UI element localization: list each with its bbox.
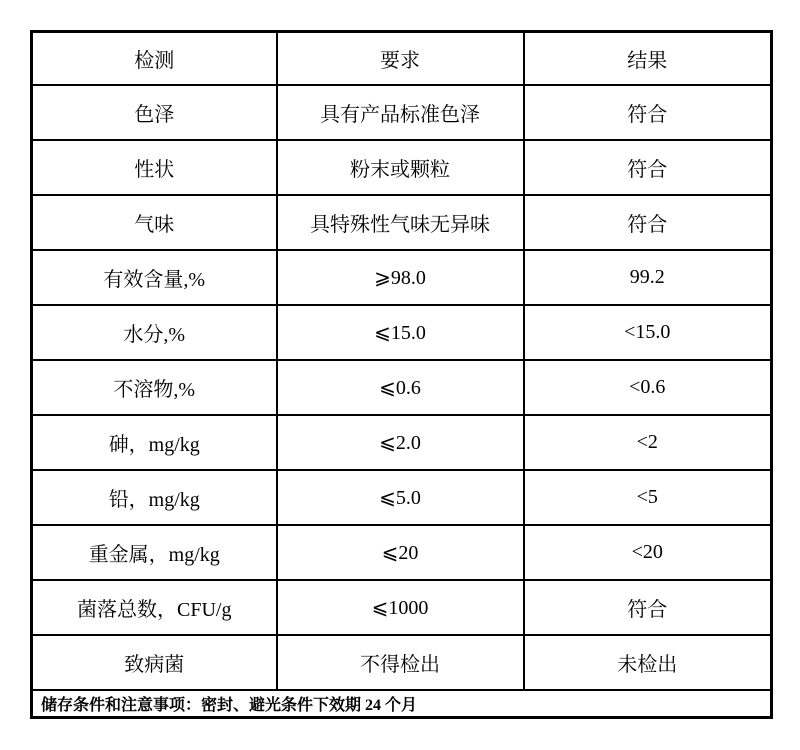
test-name-cell: 重金属，mg/kg [32, 525, 277, 580]
storage-note: 储存条件和注意事项：密封、避光条件下效期 24 个月 [32, 690, 772, 718]
result-cell: <15.0 [524, 305, 772, 360]
requirement-cell: 具有产品标准色泽 [277, 85, 524, 140]
result-cell: <20 [524, 525, 772, 580]
header-row [32, 32, 772, 86]
requirement-cell: ⩾98.0 [277, 250, 524, 305]
requirement-cell: ⩽0.6 [277, 360, 524, 415]
table-row [32, 470, 772, 525]
table-row [32, 635, 772, 690]
result-cell: 符合 [524, 85, 772, 140]
test-name-cell: 铅，mg/kg [32, 470, 277, 525]
requirement-cell: 具特殊性气味无异味 [277, 195, 524, 250]
result-cell: <5 [524, 470, 772, 525]
test-name-cell: 菌落总数，CFU/g [32, 580, 277, 635]
header-cell: 结果 [524, 32, 772, 86]
test-name-cell: 水分,% [32, 305, 277, 360]
result-cell: 未检出 [524, 635, 772, 690]
result-cell: 符合 [524, 195, 772, 250]
test-name-cell: 致病菌 [32, 635, 277, 690]
test-name-cell: 性状 [32, 140, 277, 195]
table-row [32, 580, 772, 635]
header-cell: 要求 [277, 32, 524, 86]
test-name-cell: 色泽 [32, 85, 277, 140]
requirement-cell: 粉末或颗粒 [277, 140, 524, 195]
requirement-cell: ⩽20 [277, 525, 524, 580]
requirement-cell: ⩽1000 [277, 580, 524, 635]
inspection-table [30, 30, 773, 719]
table-row [32, 525, 772, 580]
table-row [32, 250, 772, 305]
table-row [32, 360, 772, 415]
table-body [32, 85, 772, 690]
table-row [32, 85, 772, 140]
result-cell: 符合 [524, 580, 772, 635]
test-name-cell: 不溶物,% [32, 360, 277, 415]
test-name-cell: 气味 [32, 195, 277, 250]
table-row [32, 195, 772, 250]
result-cell: <0.6 [524, 360, 772, 415]
table-row [32, 140, 772, 195]
test-name-cell: 有效含量,% [32, 250, 277, 305]
test-name-cell: 砷，mg/kg [32, 415, 277, 470]
footer-row [32, 690, 772, 718]
table-row [32, 305, 772, 360]
requirement-cell: ⩽5.0 [277, 470, 524, 525]
requirement-cell: 不得检出 [277, 635, 524, 690]
requirement-cell: ⩽15.0 [277, 305, 524, 360]
result-cell: 99.2 [524, 250, 772, 305]
result-cell: 符合 [524, 140, 772, 195]
requirement-cell: ⩽2.0 [277, 415, 524, 470]
header-cell: 检测 [32, 32, 277, 86]
table-row [32, 415, 772, 470]
result-cell: <2 [524, 415, 772, 470]
